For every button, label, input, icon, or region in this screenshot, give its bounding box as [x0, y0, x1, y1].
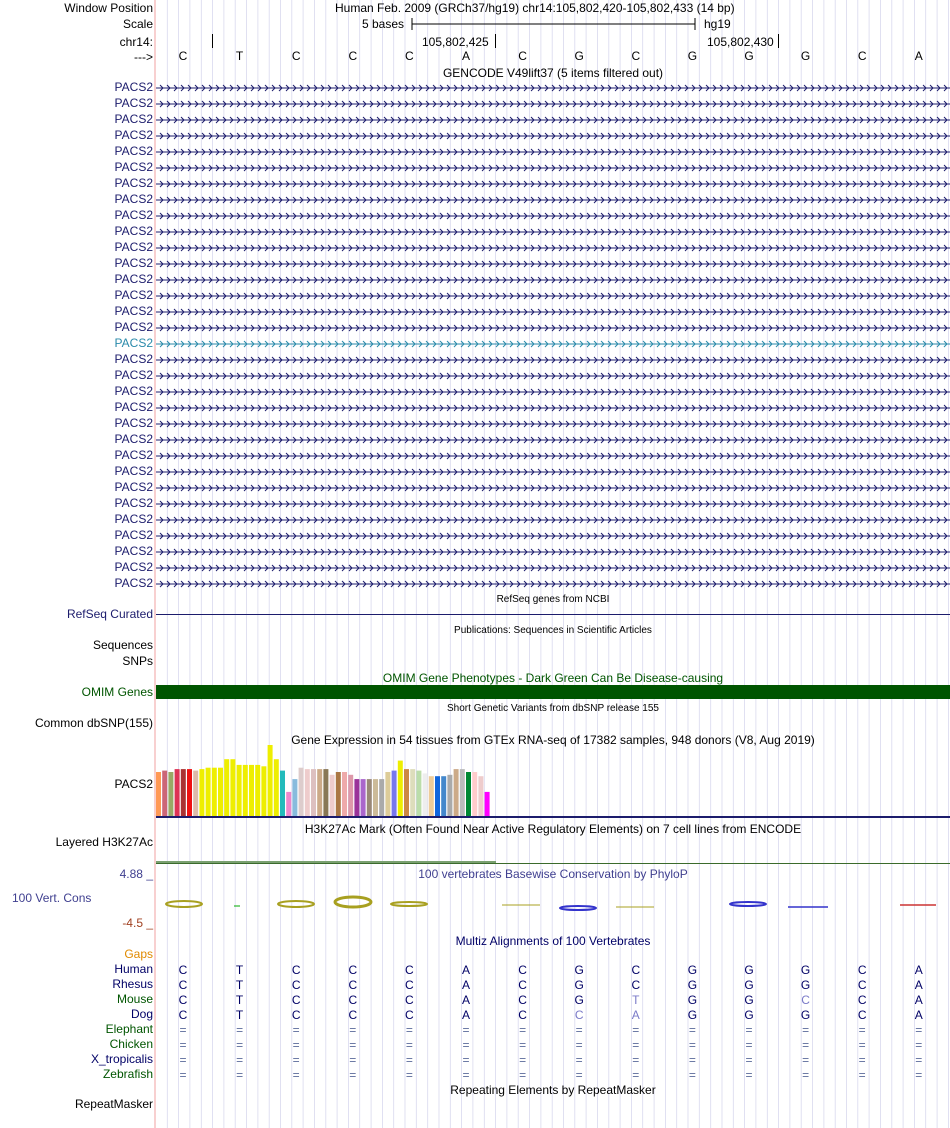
refseq-label[interactable]: RefSeq Curated [66, 607, 153, 621]
alignment-base: = [915, 1053, 923, 1067]
gencode-gene-label[interactable]: PACS2 [114, 144, 153, 158]
sequence-base: C [857, 49, 867, 63]
species-label[interactable]: Chicken [109, 1037, 153, 1051]
gtex-bar [342, 772, 347, 816]
alignment-base: = [179, 1038, 187, 1052]
alignment-base: = [292, 1023, 300, 1037]
dbsnp-title: Short Genetic Variants from dbSNP release 155 [447, 703, 659, 714]
gencode-gene-label[interactable]: PACS2 [114, 496, 153, 510]
gtex-bar [311, 769, 316, 816]
position-tick [495, 34, 496, 48]
alignment-base: A [914, 978, 923, 992]
alignment-base: C [405, 963, 414, 977]
alignment-base: C [291, 1008, 301, 1022]
omim-title: OMIM Gene Phenotypes - Dark Green Can Be Disease-causing [382, 671, 724, 685]
gencode-gene-label[interactable]: PACS2 [114, 224, 153, 238]
alignment-base: G [744, 978, 754, 992]
alignment-base: = [575, 1068, 583, 1082]
alignment-base: = [349, 1068, 357, 1082]
refseq-line[interactable] [156, 614, 950, 615]
strand-label: ---> [134, 50, 153, 64]
gtex-title: Gene Expression in 54 tissues from GTEx RNA-seq of 17382 samples, 948 donors (V8, Aug 2019) [291, 733, 815, 747]
assembly-label: hg19 [704, 17, 731, 31]
gencode-gene-label[interactable]: PACS2 [114, 464, 153, 478]
gtex-bar [323, 769, 328, 816]
alignment-base: C [857, 1008, 867, 1022]
species-label[interactable]: Dog [130, 1007, 153, 1021]
gtex-bar [187, 769, 192, 816]
gtex-bar [367, 779, 372, 816]
alignment-base: A [461, 993, 470, 1007]
species-label[interactable]: Human [114, 962, 153, 976]
window-position-label: Window Position [64, 1, 153, 15]
alignment-base: = [519, 1053, 527, 1067]
gtex-bar [175, 769, 180, 816]
alignment-base: = [179, 1023, 187, 1037]
gencode-gene-label[interactable]: PACS2 [114, 384, 153, 398]
gtex-bar [181, 769, 186, 816]
alignment-base: = [688, 1053, 696, 1067]
gencode-transcript[interactable] [156, 291, 950, 301]
species-label[interactable]: X_tropicalis [90, 1052, 153, 1066]
alignment-base: = [915, 1038, 923, 1052]
alignment-base: C [518, 993, 527, 1007]
alignment-base: C [178, 1008, 188, 1022]
alignment-base: = [632, 1023, 640, 1037]
gencode-gene-label[interactable]: PACS2 [114, 448, 153, 462]
gencode-transcript[interactable] [156, 115, 950, 125]
alignment-base: = [915, 1068, 923, 1082]
alignment-base: = [575, 1023, 583, 1037]
alignment-base: C [405, 978, 414, 992]
alignment-base: = [349, 1053, 357, 1067]
gencode-transcript[interactable] [156, 387, 950, 397]
gtex-bar [361, 779, 366, 816]
alignment-base: = [632, 1038, 640, 1052]
sequence-base: C [518, 49, 527, 63]
gtex-baseline [156, 816, 950, 818]
repeatmasker-label[interactable]: RepeatMasker [74, 1097, 153, 1111]
alignment-base: G [687, 1008, 698, 1022]
species-label[interactable]: Elephant [105, 1022, 153, 1036]
multiz-title: Multiz Alignments of 100 Vertebrates [455, 934, 651, 948]
gtex-bar [330, 775, 335, 816]
gencode-gene-label[interactable]: PACS2 [114, 208, 153, 222]
gencode-gene-label[interactable]: PACS2 [114, 432, 153, 446]
gtex-bar [472, 772, 477, 816]
gencode-gene-label[interactable]: PACS2 [114, 336, 153, 350]
alignment-base: C [518, 963, 527, 977]
gencode-gene-label[interactable]: PACS2 [114, 256, 153, 270]
gtex-bar [373, 779, 378, 816]
species-label[interactable]: Rhesus [112, 977, 153, 991]
gencode-gene-label[interactable]: PACS2 [114, 416, 153, 430]
alignment-base: = [802, 1053, 810, 1067]
gtex-bar [392, 771, 397, 816]
alignment-base: A [914, 963, 923, 977]
gencode-transcript[interactable] [156, 339, 950, 349]
gencode-gene-label[interactable]: PACS2 [114, 80, 153, 94]
alignment-base: = [349, 1038, 357, 1052]
gtex-bar [249, 765, 254, 816]
gtex-bar [404, 769, 409, 816]
sequence-base: A [914, 49, 923, 63]
alignment-base: G [687, 993, 698, 1007]
gtex-bar [435, 776, 440, 816]
gtex-bar [168, 772, 173, 816]
sequence-base: C [291, 49, 301, 63]
gencode-transcript[interactable] [156, 563, 950, 573]
gencode-transcript[interactable] [156, 259, 950, 269]
alignment-base: G [574, 993, 584, 1007]
gencode-transcript[interactable] [156, 419, 950, 429]
alignment-base: = [519, 1068, 527, 1082]
gencode-transcript[interactable] [156, 131, 950, 141]
gtex-bar [212, 768, 217, 816]
gencode-gene-label[interactable]: PACS2 [114, 320, 153, 334]
gencode-gene-label[interactable]: PACS2 [114, 96, 153, 110]
alignment-base: C [857, 993, 867, 1007]
alignment-base: C [348, 963, 358, 977]
alignment-base: T [235, 963, 244, 977]
gencode-transcript[interactable] [156, 83, 950, 93]
alignment-base: = [858, 1038, 866, 1052]
position-2: 105,802,430 [707, 35, 774, 49]
alignment-base: = [405, 1038, 413, 1052]
alignment-base: = [462, 1023, 470, 1037]
gencode-transcript[interactable] [156, 371, 950, 381]
gtex-bar [255, 765, 260, 816]
alignment-base: C [405, 1008, 414, 1022]
alignment-base: C [631, 963, 641, 977]
gencode-gene-label[interactable]: PACS2 [114, 512, 153, 526]
alignment-base: A [461, 963, 470, 977]
gaps-label: Gaps [124, 947, 153, 961]
browser-title: Human Feb. 2009 (GRCh37/hg19) chr14:105,802,420-105,802,433 (14 bp) [335, 1, 735, 15]
alignment-base: C [178, 993, 188, 1007]
alignment-base: G [744, 993, 754, 1007]
gtex-bar [261, 766, 266, 816]
gencode-gene-label[interactable]: PACS2 [114, 112, 153, 126]
alignment-base: = [462, 1068, 470, 1082]
scale-text: 5 bases [362, 17, 405, 31]
sequence-base: C [405, 49, 414, 63]
phylop-label[interactable]: 100 Vert. Cons [12, 891, 92, 905]
sequence-base: C [348, 49, 358, 63]
gtex-bar [466, 772, 471, 816]
alignment-base: C [291, 993, 301, 1007]
gtex-bar [336, 772, 341, 816]
gtex-bar [199, 769, 204, 816]
alignment-base: = [292, 1068, 300, 1082]
alignment-base: C [348, 993, 358, 1007]
alignment-base: = [745, 1068, 753, 1082]
gtex-label[interactable]: PACS2 [114, 777, 153, 791]
alignment-base: C [178, 978, 188, 992]
alignment-base: C [631, 978, 641, 992]
alignment-base: C [291, 963, 301, 977]
alignment-base: G [800, 978, 811, 992]
alignment-base: C [857, 978, 867, 992]
gencode-transcript[interactable] [156, 323, 950, 333]
alignment-base: G [744, 1008, 754, 1022]
publications-title: Publications: Sequences in Scientific Articles [454, 625, 652, 636]
alignment-base: T [235, 978, 244, 992]
gtex-bar [454, 769, 459, 816]
alignment-base: G [574, 963, 584, 977]
gencode-transcript[interactable] [156, 211, 950, 221]
h3k27ac-signal-b [156, 863, 950, 864]
alignment-base: C [178, 963, 188, 977]
gtex-bar [305, 769, 310, 816]
sequence-base: C [178, 49, 188, 63]
alignment-base: = [632, 1068, 640, 1082]
scale-bar [410, 16, 700, 32]
gencode-transcript[interactable] [156, 499, 950, 509]
sequence-base: G [800, 49, 811, 63]
gencode-transcript[interactable] [156, 403, 950, 413]
alignment-base: = [462, 1053, 470, 1067]
gencode-gene-label[interactable]: PACS2 [114, 128, 153, 142]
alignment-base: = [632, 1053, 640, 1067]
alignment-base: = [802, 1023, 810, 1037]
gtex-bar [423, 773, 428, 816]
alignment-base: G [744, 963, 754, 977]
gencode-gene-label[interactable]: PACS2 [114, 480, 153, 494]
gtex-bar [274, 759, 279, 816]
alignment-base: = [575, 1053, 583, 1067]
alignment-base: = [745, 1053, 753, 1067]
alignment-base: A [631, 1008, 640, 1022]
gencode-gene-label[interactable]: PACS2 [114, 576, 153, 590]
gtex-bar [280, 771, 285, 816]
alignment-base: T [235, 1008, 244, 1022]
alignment-base: = [519, 1038, 527, 1052]
gencode-transcript[interactable] [156, 435, 950, 445]
phylop-max: 4.88 _ [119, 867, 153, 881]
alignment-base: = [858, 1068, 866, 1082]
gtex-bar [447, 775, 452, 816]
alignment-base: = [462, 1038, 470, 1052]
alignment-base: = [858, 1023, 866, 1037]
h3k27ac-title: H3K27Ac Mark (Often Found Near Active Regulatory Elements) on 7 cell lines from ENCODE [304, 822, 802, 836]
gtex-chart[interactable] [156, 745, 556, 816]
gencode-gene-label[interactable]: PACS2 [114, 304, 153, 318]
h3k27ac-label[interactable]: Layered H3K27Ac [55, 835, 153, 849]
alignment-base: C [801, 993, 810, 1007]
gencode-transcript[interactable] [156, 147, 950, 157]
species-label[interactable]: Zebrafish [102, 1067, 153, 1081]
gencode-gene-label[interactable]: PACS2 [114, 240, 153, 254]
gtex-bar [237, 765, 242, 816]
gencode-transcript[interactable] [156, 531, 950, 541]
omim-label[interactable]: OMIM Genes [81, 685, 153, 699]
alignment-base: T [235, 993, 244, 1007]
phylop-title: 100 vertebrates Basewise Conservation by PhyloP [418, 867, 688, 881]
dbsnp-label[interactable]: Common dbSNP(155) [34, 716, 153, 730]
alignment-base: A [914, 993, 923, 1007]
sequence-base: G [687, 49, 698, 63]
alignment-base: = [236, 1068, 244, 1082]
alignment-base: G [687, 963, 698, 977]
alignment-base: = [688, 1068, 696, 1082]
gencode-transcript[interactable] [156, 355, 950, 365]
gtex-bar [162, 771, 167, 816]
gtex-bar [348, 775, 353, 816]
gencode-transcript[interactable] [156, 579, 950, 589]
sequence-base: A [461, 49, 470, 63]
gencode-transcript[interactable] [156, 195, 950, 205]
alignment-base: C [857, 963, 867, 977]
sequence-base: G [574, 49, 584, 63]
alignment-base: = [179, 1053, 187, 1067]
gencode-transcript[interactable] [156, 243, 950, 253]
gencode-transcript[interactable] [156, 179, 950, 189]
alignment-base: = [519, 1023, 527, 1037]
alignment-base: = [292, 1053, 300, 1067]
alignment-base: C [405, 993, 414, 1007]
gencode-transcript[interactable] [156, 275, 950, 285]
gencode-gene-label[interactable]: PACS2 [114, 176, 153, 190]
alignment-base: = [575, 1038, 583, 1052]
gencode-gene-label[interactable]: PACS2 [114, 352, 153, 366]
gtex-bar [317, 769, 322, 816]
gencode-gene-label[interactable]: PACS2 [114, 160, 153, 174]
gtex-bar [206, 768, 211, 816]
gtex-bar [243, 765, 248, 816]
alignment-base: T [632, 993, 640, 1007]
gtex-bar [441, 776, 446, 816]
alignment-base: C [291, 978, 301, 992]
alignment-base: C [574, 1008, 584, 1022]
alignment-base: G [574, 978, 584, 992]
alignment-base: = [688, 1038, 696, 1052]
position-1: 105,802,425 [422, 35, 489, 49]
gtex-bar [156, 772, 161, 816]
gtex-bar [478, 776, 483, 816]
alignment-base: C [518, 1008, 527, 1022]
refseq-title: RefSeq genes from NCBI [496, 594, 610, 605]
gencode-transcript[interactable] [156, 99, 950, 109]
alignment-base: A [461, 978, 470, 992]
sequence-base: T [235, 49, 244, 63]
phylop-min: -4.5 _ [122, 916, 153, 930]
alignment-base: A [914, 1008, 923, 1022]
alignment-base: = [236, 1053, 244, 1067]
gtex-bar [429, 776, 434, 816]
alignment-base: = [405, 1068, 413, 1082]
alignment-base: = [745, 1038, 753, 1052]
alignment-base: = [858, 1053, 866, 1067]
alignment-base: = [745, 1023, 753, 1037]
position-tick [778, 34, 779, 48]
gtex-bar [286, 792, 291, 816]
alignment-base: G [800, 1008, 811, 1022]
alignment-base: C [518, 978, 527, 992]
alignment-base: C [348, 1008, 358, 1022]
gtex-bar [218, 768, 223, 816]
phylop-chart[interactable] [156, 890, 950, 914]
gencode-transcript[interactable] [156, 467, 950, 477]
chrom-label: chr14: [119, 35, 153, 49]
gencode-gene-label[interactable]: PACS2 [114, 544, 153, 558]
alignment-base: = [236, 1023, 244, 1037]
gencode-title: GENCODE V49lift37 (5 items filtered out) [442, 66, 664, 80]
gencode-transcript[interactable] [156, 227, 950, 237]
scale-label: Scale [122, 17, 153, 31]
sequence-base: C [631, 49, 641, 63]
gtex-bar [230, 759, 235, 816]
gtex-bar [460, 769, 465, 816]
alignment-base: = [405, 1023, 413, 1037]
gencode-transcript[interactable] [156, 547, 950, 557]
sequences-label[interactable]: Sequences [92, 638, 153, 652]
snps-label[interactable]: SNPs [122, 654, 153, 668]
gencode-transcript[interactable] [156, 515, 950, 525]
gtex-bar [385, 772, 390, 816]
gencode-gene-label[interactable]: PACS2 [114, 400, 153, 414]
gencode-gene-label[interactable]: PACS2 [114, 528, 153, 542]
gtex-bar [299, 768, 304, 816]
alignment-base: = [405, 1053, 413, 1067]
gtex-bar [292, 779, 297, 816]
gtex-bar [268, 745, 273, 816]
gtex-bar [224, 759, 229, 816]
gencode-gene-label[interactable]: PACS2 [114, 368, 153, 382]
alignment-base: A [461, 1008, 470, 1022]
alignment-base: C [348, 978, 358, 992]
sequence-base: G [744, 49, 754, 63]
gtex-bar [410, 769, 415, 816]
alignment-base: = [179, 1068, 187, 1082]
gencode-transcript[interactable] [156, 483, 950, 493]
gencode-transcript[interactable] [156, 163, 950, 173]
gencode-transcript[interactable] [156, 307, 950, 317]
gtex-bar [354, 779, 359, 816]
alignment-base: = [802, 1068, 810, 1082]
alignment-base: = [688, 1023, 696, 1037]
alignment-base: G [687, 978, 698, 992]
gtex-bar [379, 779, 384, 816]
gencode-gene-label[interactable]: PACS2 [114, 560, 153, 574]
alignment-base: = [292, 1038, 300, 1052]
species-label[interactable]: Mouse [116, 992, 153, 1006]
alignment-base: = [915, 1023, 923, 1037]
alignment-base: G [800, 963, 811, 977]
gencode-gene-label[interactable]: PACS2 [114, 192, 153, 206]
gtex-bar [398, 761, 403, 816]
repeatmasker-title: Repeating Elements by RepeatMasker [450, 1083, 656, 1097]
position-tick [212, 34, 213, 48]
alignment-base: = [349, 1023, 357, 1037]
gencode-transcript[interactable] [156, 451, 950, 461]
gtex-bar [485, 792, 490, 816]
omim-bar[interactable] [156, 685, 950, 699]
alignment-base: = [802, 1038, 810, 1052]
alignment-base: = [236, 1038, 244, 1052]
gtex-bar [416, 771, 421, 816]
gencode-gene-label[interactable]: PACS2 [114, 272, 153, 286]
gencode-gene-label[interactable]: PACS2 [114, 288, 153, 302]
gtex-bar [193, 771, 198, 816]
